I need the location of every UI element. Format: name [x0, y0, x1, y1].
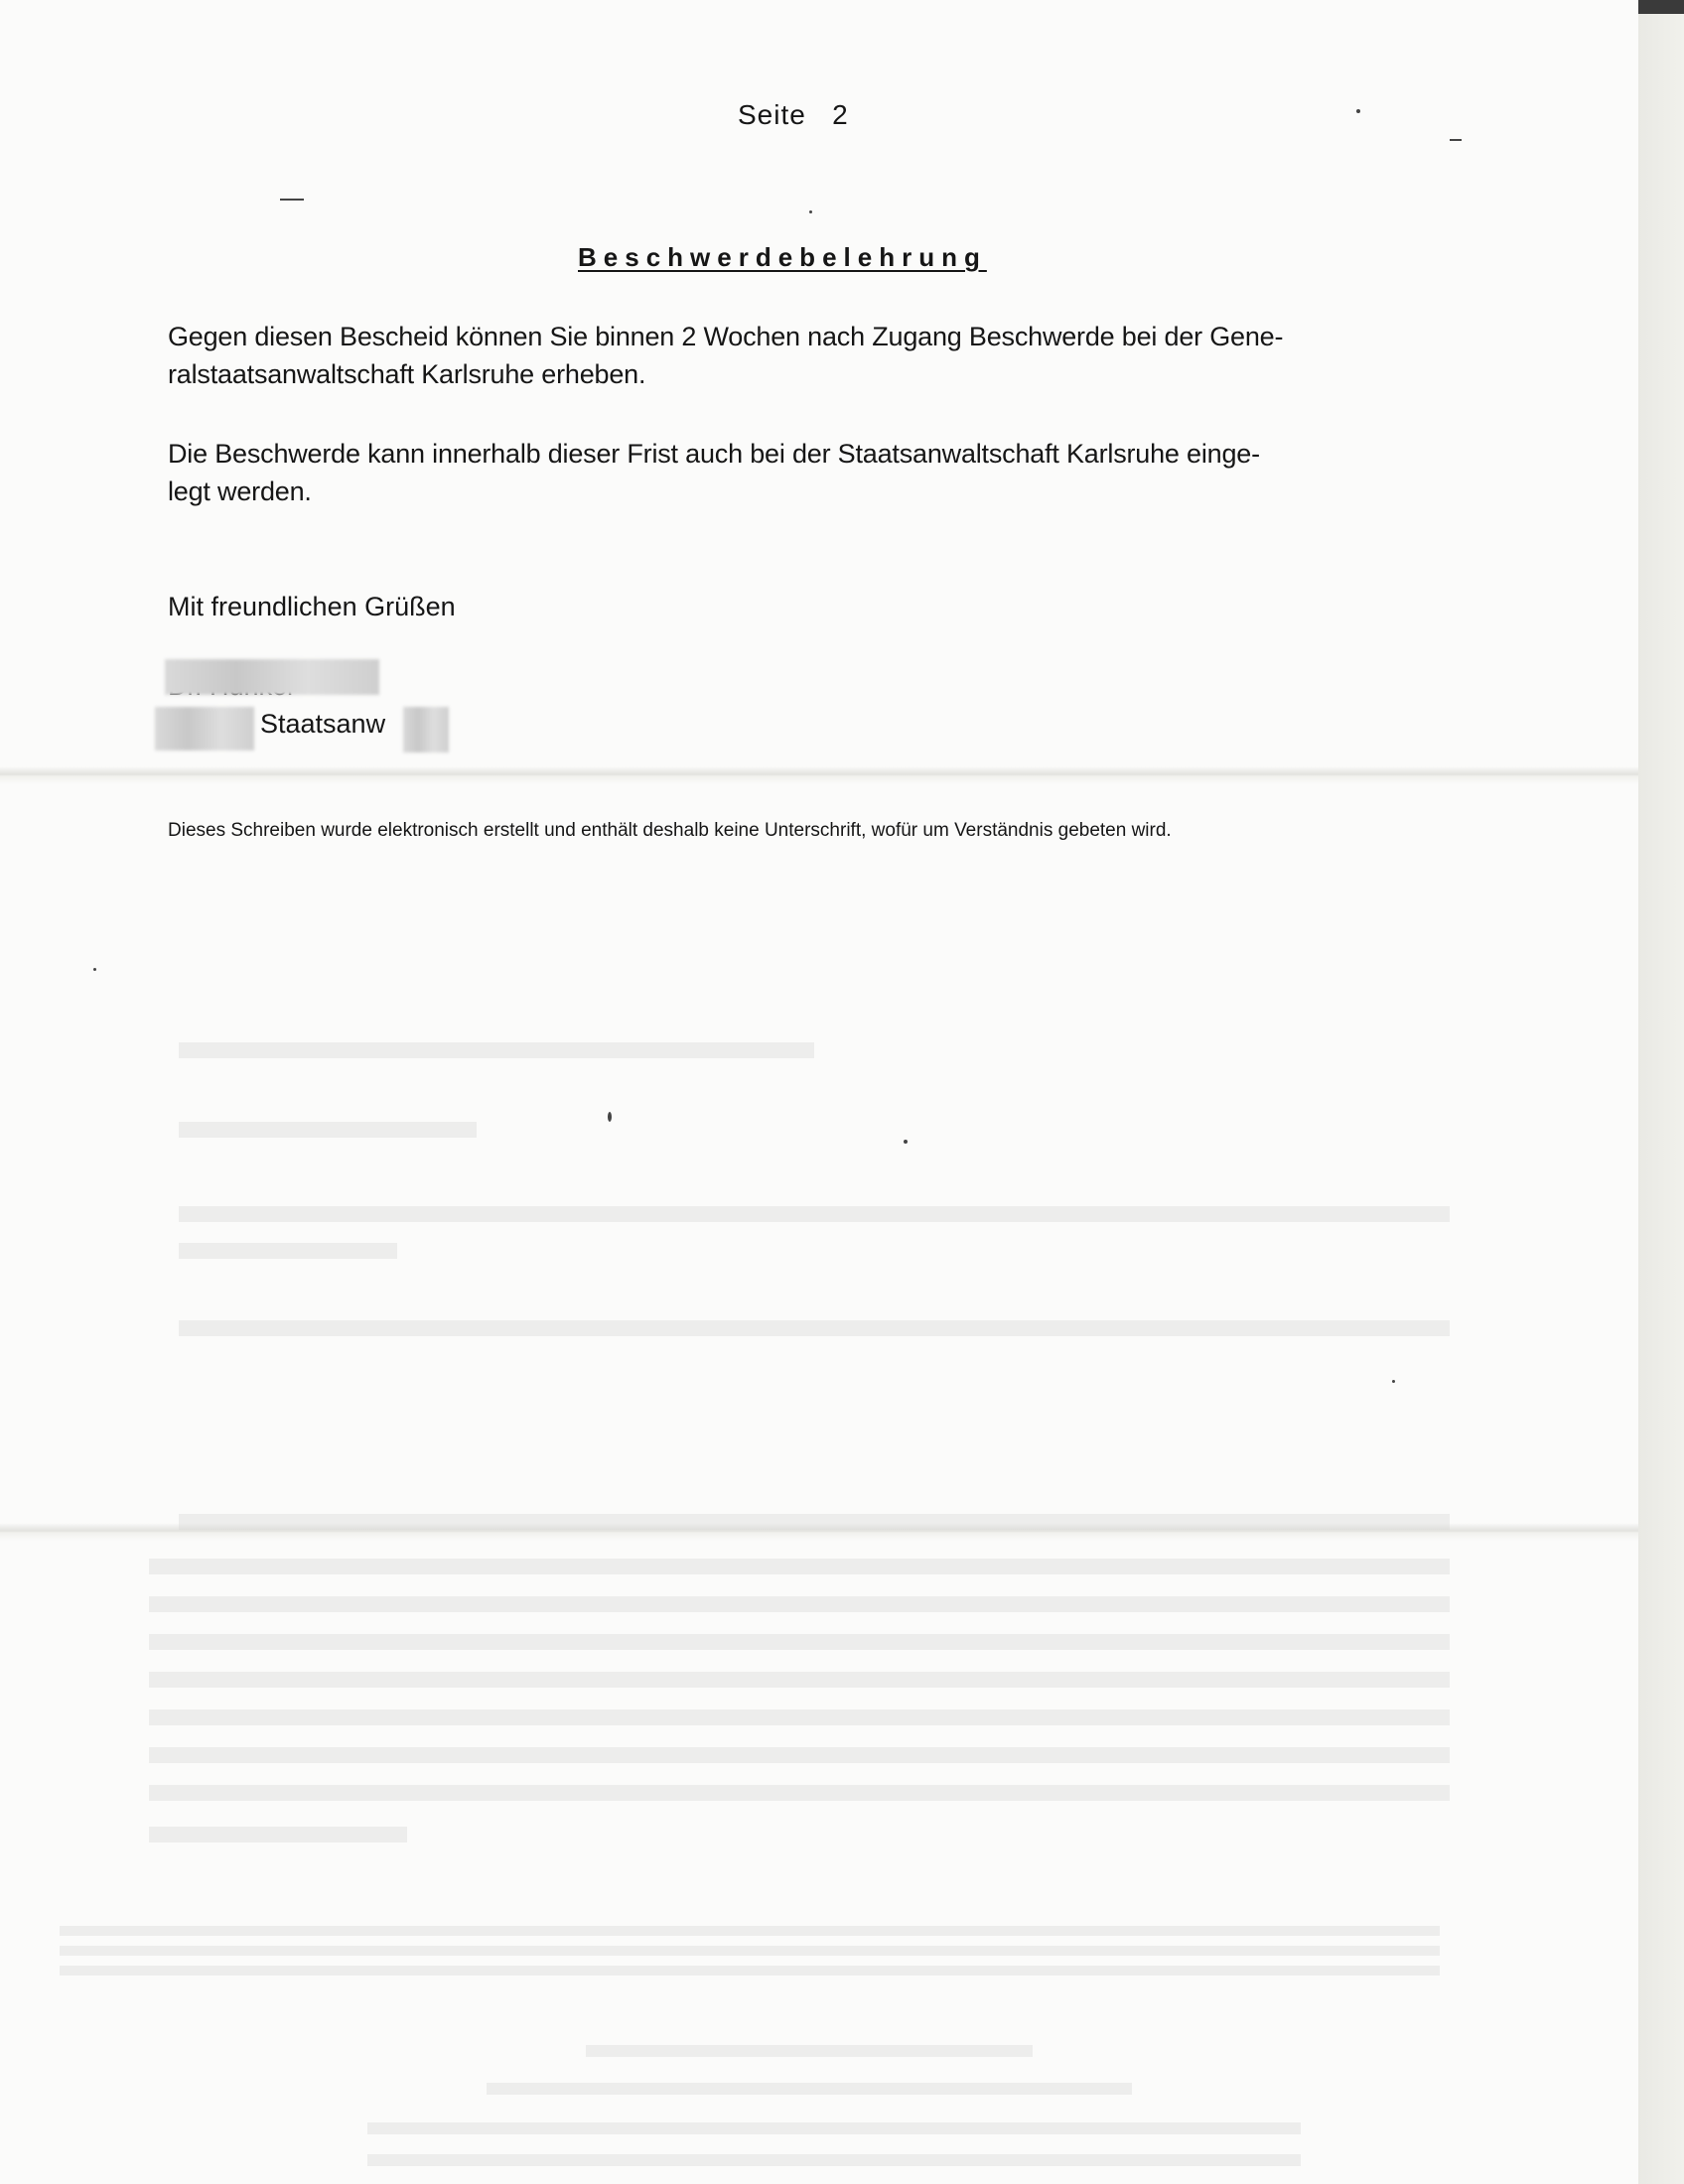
redaction-block — [403, 707, 449, 752]
scan-speck — [608, 1112, 612, 1122]
scan-speck — [93, 968, 96, 971]
bleed-through — [149, 1559, 1450, 1574]
appeal-paragraph-2 — [168, 435, 1449, 510]
closing-greeting: Mit freundlichen Grüßen — [168, 592, 456, 621]
paper-fold — [0, 1523, 1638, 1541]
bleed-through — [149, 1827, 407, 1843]
scan-speck — [1450, 139, 1462, 141]
bleed-through — [60, 1926, 1440, 1936]
redaction-block — [165, 659, 379, 695]
bleed-through — [586, 2045, 1033, 2057]
signature-title: Staatsanw — [260, 709, 386, 739]
appeal-paragraph-1 — [168, 318, 1449, 393]
paragraph-line: Gegen diesen Bescheid können Sie binnen 2 Wochen nach Zugang Beschwerde bei der Gene- — [168, 322, 1284, 351]
scan-speck — [280, 199, 304, 201]
paragraph-line: Die Beschwerde kann innerhalb dieser Frist auch bei der Staatsanwaltschaft Karlsruhe einge- — [168, 439, 1260, 469]
bleed-through — [60, 1966, 1440, 1976]
bleed-through — [179, 1042, 814, 1058]
electronic-notice: Dieses Schreiben wurde elektronisch erstellt und enthält deshalb keine Unterschrift, wofür um Verständnis gebeten wird. — [168, 820, 1172, 841]
paragraph-line: ralstaatsanwaltschaft Karlsruhe erheben. — [168, 359, 646, 389]
scan-speck — [1392, 1380, 1395, 1383]
scan-speck — [904, 1140, 908, 1144]
bleed-through — [179, 1206, 1450, 1222]
scan-corner — [1638, 0, 1684, 14]
scan-speck — [1356, 109, 1360, 113]
bleed-through — [367, 2122, 1301, 2134]
redaction-block — [155, 707, 254, 751]
bleed-through — [149, 1785, 1450, 1801]
bleed-through — [179, 1243, 397, 1259]
bleed-through — [60, 1946, 1440, 1956]
bleed-through — [149, 1672, 1450, 1688]
bleed-through — [149, 1709, 1450, 1725]
bleed-through — [367, 2154, 1301, 2166]
scan-edge — [1638, 0, 1684, 2184]
paper-fold — [0, 766, 1638, 784]
bleed-through — [149, 1596, 1450, 1612]
bleed-through — [149, 1747, 1450, 1763]
scan-speck — [809, 210, 812, 213]
section-heading: Beschwerdebelehrung — [578, 242, 987, 272]
page-number: Seite 2 — [738, 99, 849, 130]
bleed-through — [487, 2083, 1132, 2095]
bleed-through — [179, 1122, 477, 1138]
bleed-through — [149, 1634, 1450, 1650]
paragraph-line: legt werden. — [168, 477, 312, 506]
bleed-through — [179, 1320, 1450, 1336]
